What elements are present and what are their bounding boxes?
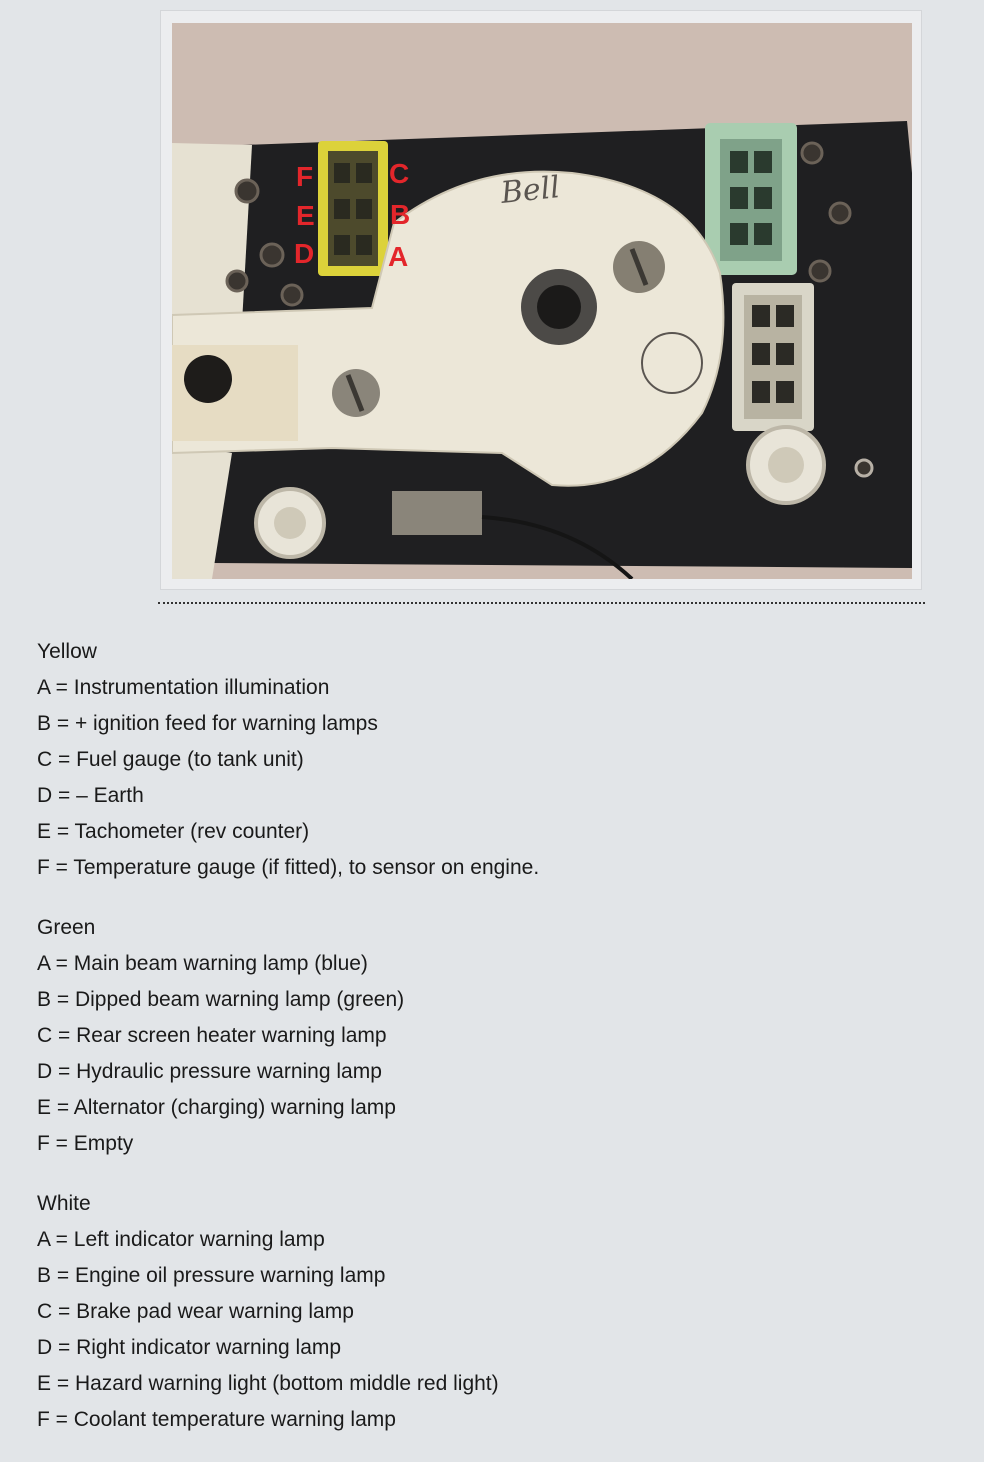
photo-frame xyxy=(160,10,922,590)
pin-line: B = + ignition feed for warning lamps xyxy=(37,712,378,735)
handwriting-text: Bell xyxy=(499,169,562,211)
pin-line: E = Hazard warning light (bottom middle red light) xyxy=(37,1372,499,1395)
yellow-connector xyxy=(318,141,388,276)
pin-line: C = Rear screen heater warning lamp xyxy=(37,1024,387,1047)
instrument-panel-photo xyxy=(172,23,912,579)
yellow-label-e: E xyxy=(296,200,315,231)
section-yellow xyxy=(37,634,539,886)
section-heading: Yellow xyxy=(37,640,97,663)
section-green xyxy=(37,910,539,1162)
pin-line: A = Instrumentation illumination xyxy=(37,676,330,699)
section-heading: Green xyxy=(37,916,96,939)
pin-line: C = Fuel gauge (to tank unit) xyxy=(37,748,304,771)
white-connector xyxy=(732,283,814,431)
pin-line: F = Empty xyxy=(37,1132,134,1155)
section-white xyxy=(37,1186,539,1438)
pin-line: E = Tachometer (rev counter) xyxy=(37,820,310,843)
pin-line: D = Right indicator warning lamp xyxy=(37,1336,342,1359)
pin-line: D = Hydraulic pressure warning lamp xyxy=(37,1060,382,1083)
pin-line: F = Temperature gauge (if fitted), to sensor on engine. xyxy=(37,856,540,879)
pin-line: E = Alternator (charging) warning lamp xyxy=(37,1096,396,1119)
pin-line: C = Brake pad wear warning lamp xyxy=(37,1300,354,1323)
yellow-label-b: B xyxy=(390,199,411,230)
dotted-separator xyxy=(158,602,925,604)
section-heading: White xyxy=(37,1192,91,1215)
pin-line: F = Coolant temperature warning lamp xyxy=(37,1408,396,1431)
pin-line: A = Left indicator warning lamp xyxy=(37,1228,325,1251)
yellow-label-f: F xyxy=(296,161,314,192)
pin-line: A = Main beam warning lamp (blue) xyxy=(37,952,368,975)
yellow-label-c: C xyxy=(389,158,410,189)
green-connector xyxy=(705,123,797,275)
pin-line: B = Dipped beam warning lamp (green) xyxy=(37,988,405,1011)
yellow-label-a: A xyxy=(388,241,409,272)
pin-line: D = – Earth xyxy=(37,784,144,807)
pin-legend xyxy=(37,634,539,1462)
yellow-label-d: D xyxy=(294,238,315,269)
pin-line: B = Engine oil pressure warning lamp xyxy=(37,1264,386,1287)
